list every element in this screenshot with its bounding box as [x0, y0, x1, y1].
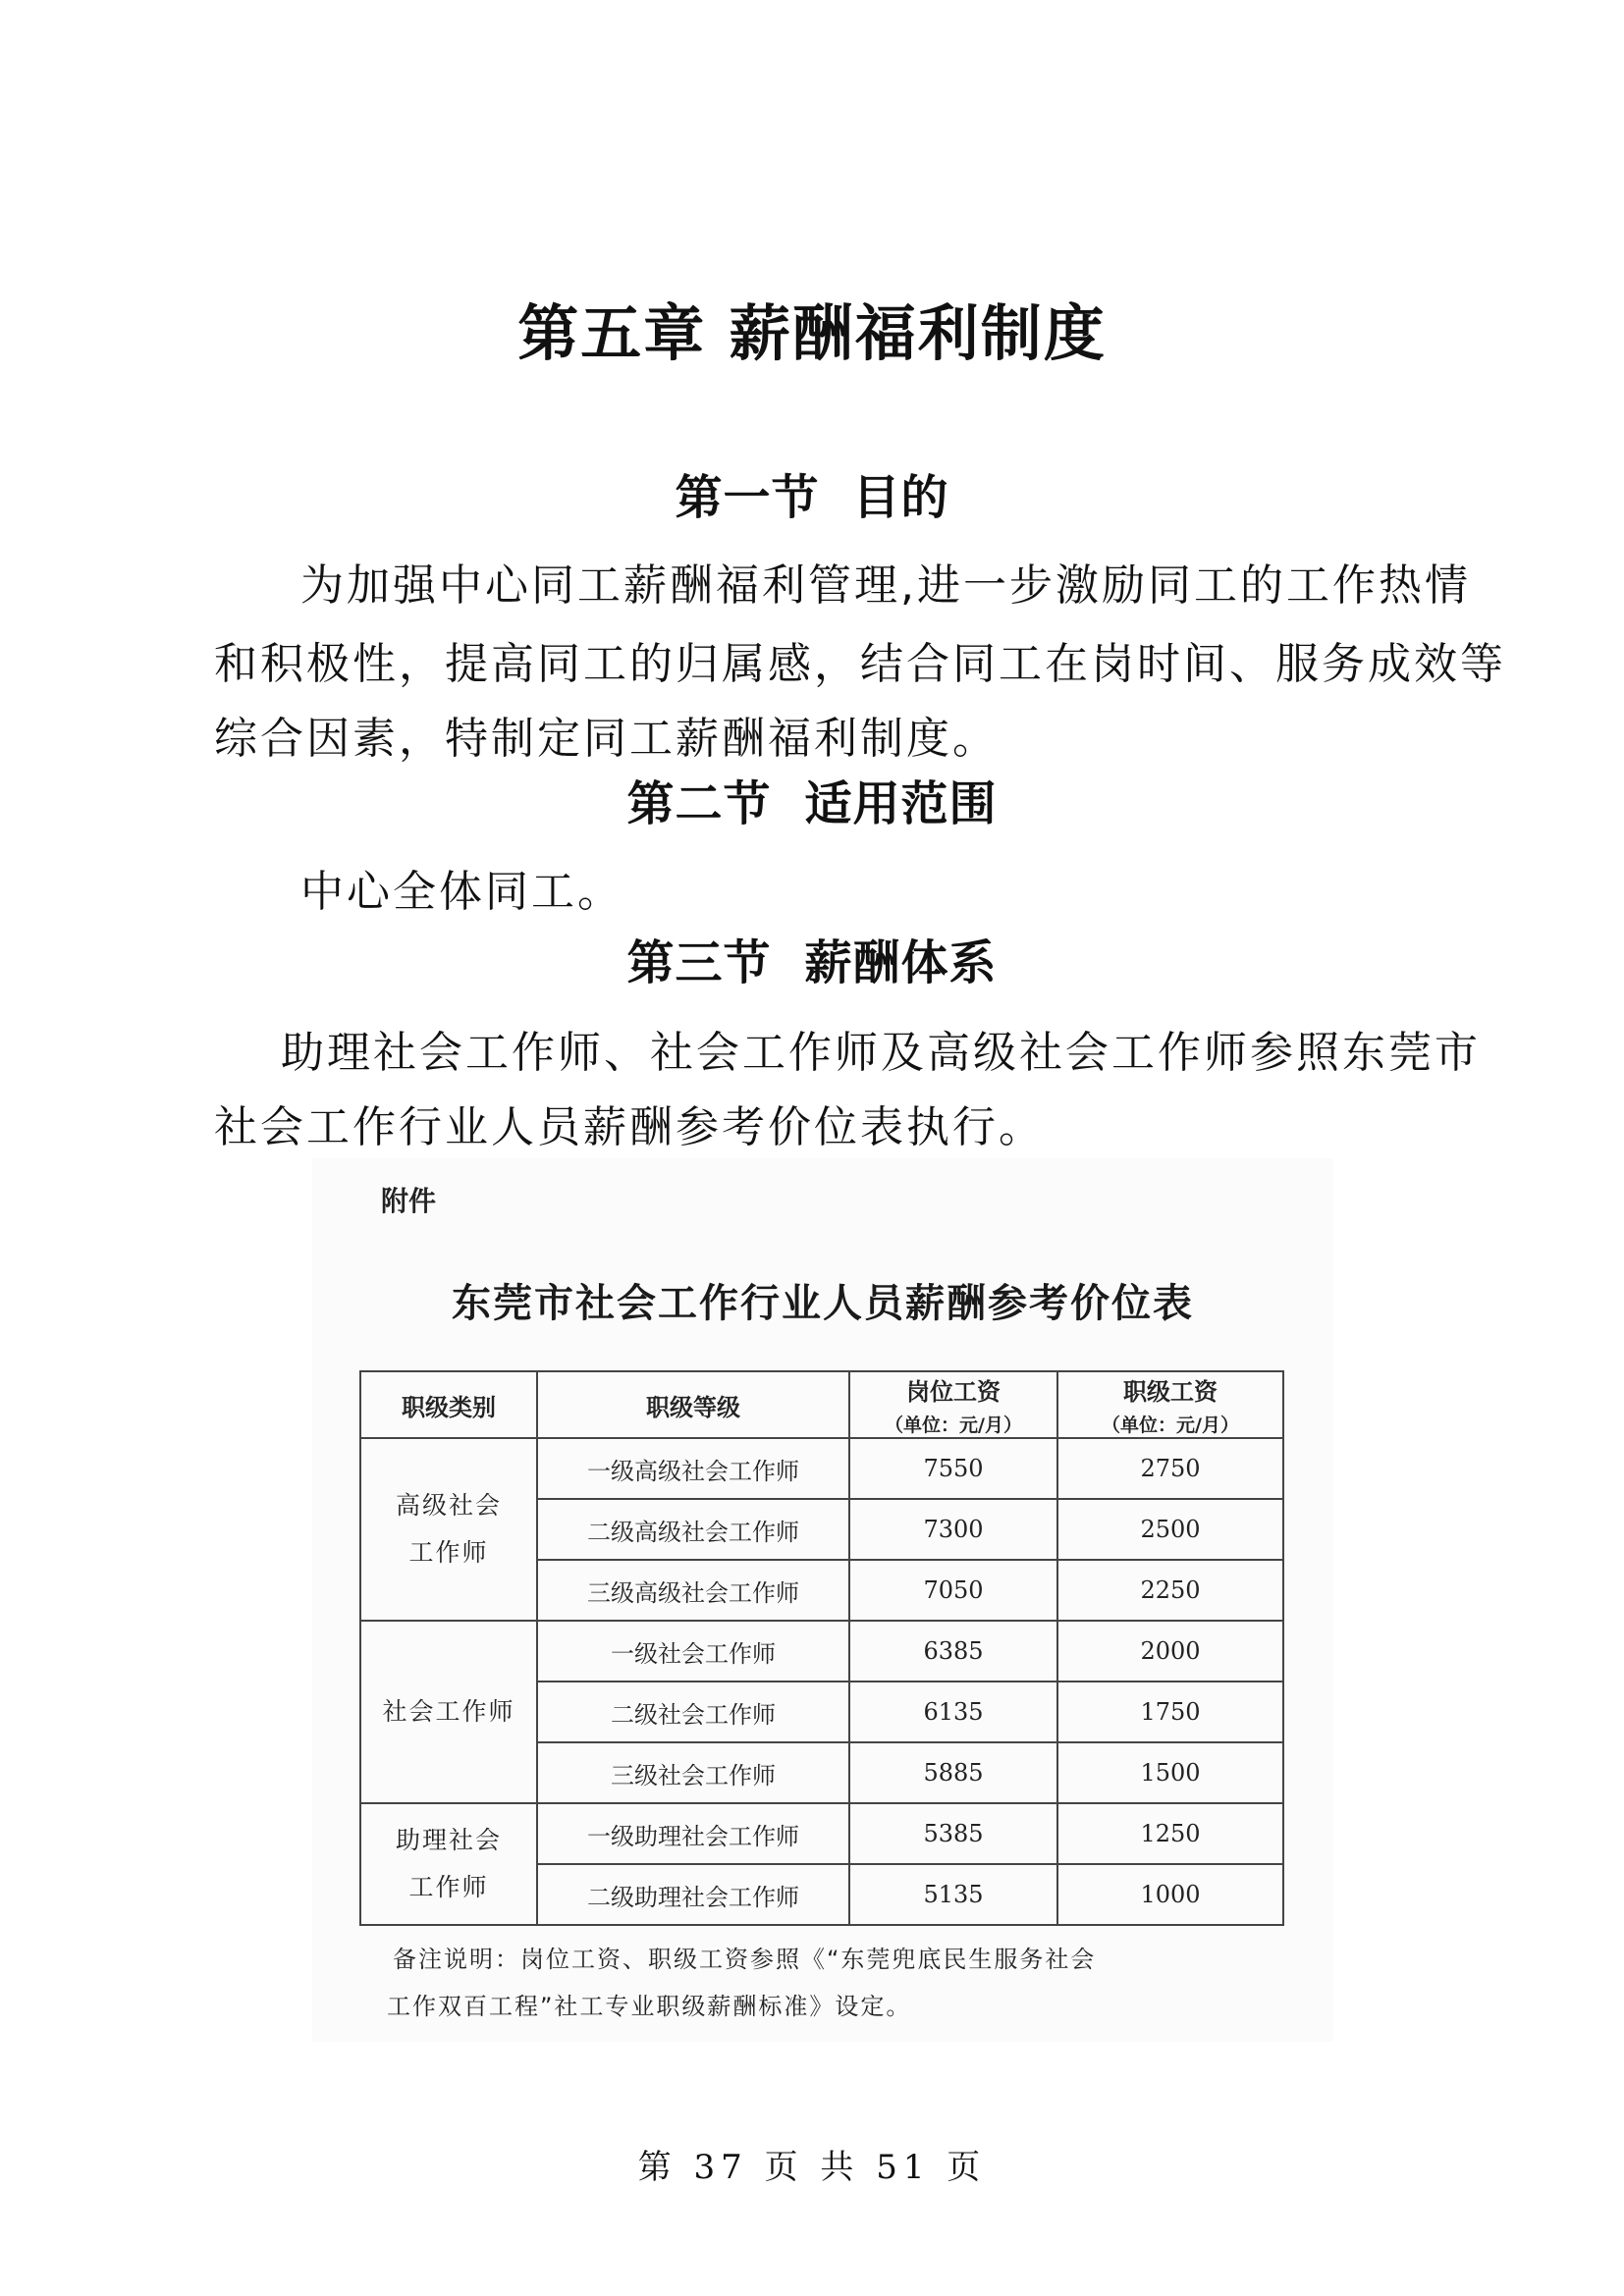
note-line: 工作双百工程”社工专业职级薪酬标准》设定。 — [387, 1993, 912, 2020]
post-wage-cell: 5885 — [849, 1742, 1057, 1803]
header-rank-wage-unit: （单位：元/月） — [1102, 1415, 1239, 1436]
rank-wage-cell: 1750 — [1057, 1682, 1283, 1742]
header-grade: 职级等级 — [537, 1371, 849, 1438]
category-cell — [360, 1438, 537, 1621]
grade-cell: 一级助理社会工作师 — [537, 1803, 849, 1864]
post-wage-cell: 5135 — [849, 1864, 1057, 1925]
category-cell — [360, 1621, 537, 1803]
category-line: 社会工作师 — [382, 1697, 515, 1726]
grade-cell: 三级社会工作师 — [537, 1742, 849, 1803]
table-note — [387, 1936, 1276, 2030]
table-row — [360, 1621, 1283, 1682]
table-row — [360, 1438, 1283, 1499]
post-wage-cell: 7300 — [849, 1499, 1057, 1560]
paragraph-line: 社会工作行业人员薪酬参考价位表执行。 — [214, 1102, 1045, 1152]
category-line: 高级社会 — [395, 1491, 502, 1520]
grade-cell: 二级社会工作师 — [537, 1682, 849, 1742]
paragraph-line: 和积极性，提高同工的归属感，结合同工在岗时间、服务成效等 — [214, 639, 1506, 689]
rank-wage-cell: 1500 — [1057, 1742, 1283, 1803]
paragraph-line: 中心全体同工。 — [300, 867, 623, 917]
paragraph-line: 综合因素，特制定同工薪酬福利制度。 — [214, 714, 999, 764]
table-header-row — [360, 1371, 1283, 1438]
section-number: 第三节 — [626, 935, 772, 990]
chapter-title: 第五章 薪酬福利制度 — [517, 297, 1107, 369]
section-title: 薪酬体系 — [804, 935, 998, 990]
section-title: 适用范围 — [804, 776, 998, 831]
section-title: 目的 — [852, 470, 949, 525]
header-rank-wage — [1057, 1371, 1283, 1438]
grade-cell: 二级助理社会工作师 — [537, 1864, 849, 1925]
post-wage-cell: 5385 — [849, 1803, 1057, 1864]
note-line: 备注说明：岗位工资、职级工资参照《“东莞兜底民生服务社会 — [393, 1946, 1097, 1973]
table-title: 东莞市社会工作行业人员薪酬参考价位表 — [452, 1281, 1194, 1326]
post-wage-cell: 6385 — [849, 1621, 1057, 1682]
section-number: 第二节 — [626, 776, 772, 831]
category-line: 工作师 — [408, 1873, 489, 1901]
attachment-label: 附件 — [381, 1185, 437, 1217]
grade-cell: 一级高级社会工作师 — [537, 1438, 849, 1499]
grade-cell: 三级高级社会工作师 — [537, 1560, 849, 1621]
rank-wage-cell: 2750 — [1057, 1438, 1283, 1499]
category-line: 助理社会 — [395, 1826, 502, 1854]
section-heading-salary-system — [0, 925, 1624, 992]
section-heading-purpose — [0, 459, 1624, 527]
paragraph-line: 为加强中心同工薪酬福利管理,进一步激励同工的工作热情 — [300, 561, 1471, 611]
header-post-wage-unit: （单位：元/月） — [885, 1415, 1022, 1436]
grade-cell: 二级高级社会工作师 — [537, 1499, 849, 1560]
grade-cell: 一级社会工作师 — [537, 1621, 849, 1682]
post-wage-cell: 7550 — [849, 1438, 1057, 1499]
post-wage-cell: 7050 — [849, 1560, 1057, 1621]
rank-wage-cell: 2500 — [1057, 1499, 1283, 1560]
header-category: 职级类别 — [360, 1371, 537, 1438]
rank-wage-cell: 2000 — [1057, 1621, 1283, 1682]
section-heading-scope — [0, 766, 1624, 833]
salary-table — [359, 1370, 1284, 1926]
category-line: 工作师 — [408, 1538, 489, 1567]
rank-wage-cell: 2250 — [1057, 1560, 1283, 1621]
table-row — [360, 1803, 1283, 1864]
header-rank-wage-label: 职级工资 — [1123, 1378, 1218, 1406]
category-cell — [360, 1803, 537, 1925]
paragraph-line: 助理社会工作师、社会工作师及高级社会工作师参照东莞市 — [281, 1028, 1481, 1078]
rank-wage-cell: 1250 — [1057, 1803, 1283, 1864]
header-post-wage — [849, 1371, 1057, 1438]
rank-wage-cell: 1000 — [1057, 1864, 1283, 1925]
post-wage-cell: 6135 — [849, 1682, 1057, 1742]
section-number: 第一节 — [675, 470, 820, 525]
header-post-wage-label: 岗位工资 — [906, 1378, 1001, 1406]
page-number: 第 37 页 共 51 页 — [637, 2148, 987, 2187]
